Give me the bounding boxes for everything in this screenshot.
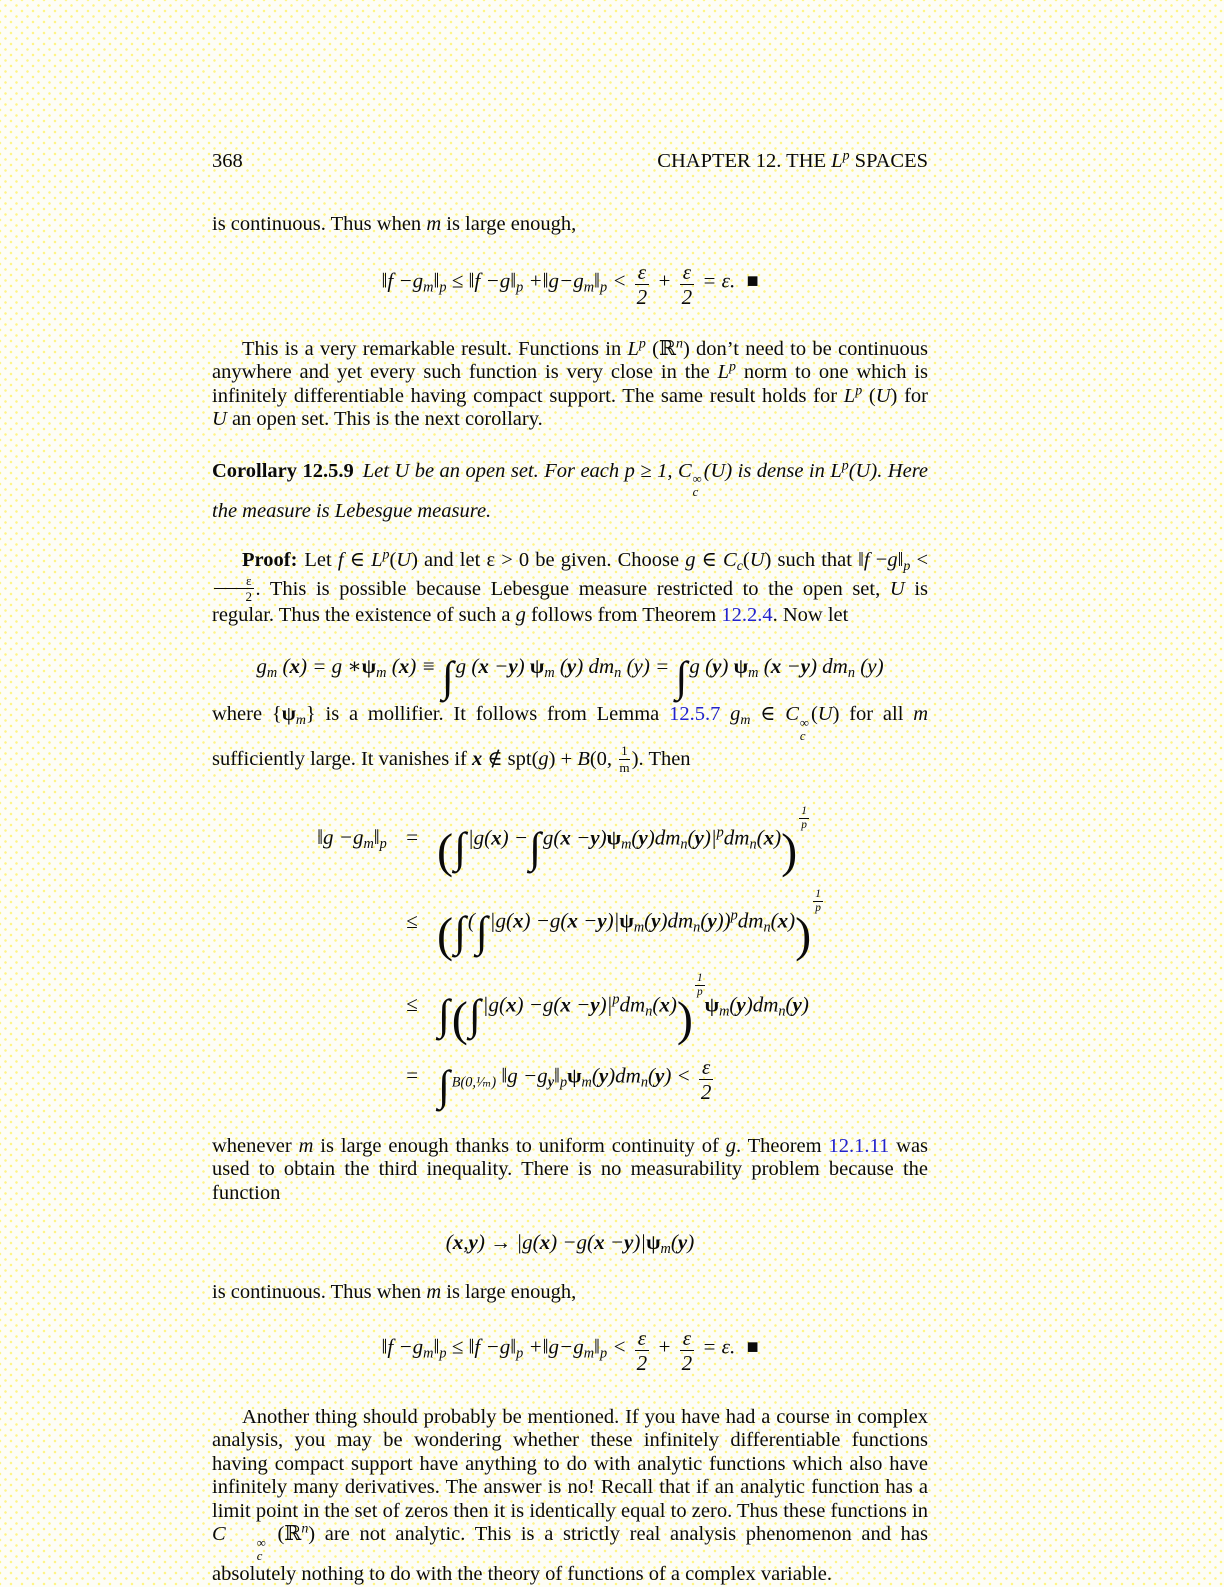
paragraph-whenever: whenever m is large enough thanks to uniform continuity of g. Theorem 12.1.11 was used to obtain the third inequality. There is no measurability problem because the function <box>212 1134 929 1204</box>
eq-chain-rel-3: ≤ <box>406 992 418 1017</box>
display-equation-triangle-1: ‖f $-g_m‖_p$ ≤ ‖f $-g‖_p$ $+‖g-g_m‖_p$ < $\frac{\varepsilon}{2}$ + $\frac{\varepsilon}{2}$ = ε. ■ <box>381 259 759 310</box>
corollary-statement: Let U be an open set. For each p ≥ 1, C ∞ c (U) is dense in $L^p(U)$. Here the measure is Lebesgue measure. <box>212 457 929 522</box>
theorem-ref-link[interactable]: 12.5.7 <box>669 703 721 726</box>
psi-mollifier-symbol: ψ <box>646 1230 661 1255</box>
chapter-title: CHAPTER 12. THE $L^p$ SPACES <box>657 148 928 172</box>
book-page <box>212 150 928 1587</box>
psi-mollifier-symbol: ψ <box>281 703 296 726</box>
fraction: $\frac{\varepsilon}{2}$ <box>681 1325 693 1376</box>
page-number: 368 <box>212 150 243 172</box>
psi-mollifier-symbol: ψ <box>567 1062 582 1087</box>
small-fraction: $\frac{\varepsilon}{2}$ <box>214 573 254 604</box>
fraction: $\frac{\varepsilon}{2}$ <box>636 1325 648 1376</box>
eq-chain-rel-2: ≤ <box>406 908 418 933</box>
corollary-12-5-9 <box>212 457 929 524</box>
display-equation-chain <box>212 804 928 1110</box>
eq-chain-expr-3: $\int(\int|g(x) -g(x -y)|^pdm_n(x))$ $\frac{1}{p}$ $\psi_m(y)dm_n(y)$ <box>437 971 809 1046</box>
exponent-fraction: $\frac{1}{p}$ <box>815 888 821 915</box>
proof-text: Let f ∈ $L^p(U)$ and let ε > 0 be given. Choose g ∈ $C_c(U)$ such that ‖f $-g‖_p$ < $\frac{\varepsilon}{2}$ . This is possible because Lebesgue measure restricted to the open set, U is regular. Thus the existence of such a g follows from Theorem 12.2.4. Now let <box>212 547 929 626</box>
display-equation-convolution: $g_m$ (x) = g $∗\psi_m$ (x) ≡ ∫g (x −y) $\psi_m$ (y) $dm_n$ (y) = ∫g (y) $\psi_m$ (x −y) $dm_n$ (y) <box>256 654 884 702</box>
line-is-continuous-1: is continuous. Thus when m is large enough, <box>212 213 577 235</box>
line-is-continuous-2: is continuous. Thus when m is large enough, <box>212 1281 577 1304</box>
psi-mollifier-symbol: ψ <box>619 908 634 933</box>
eq-chain-lhs: ‖g $-g_m‖_p$ <box>317 825 387 853</box>
paragraph-mollifier: where $\{\psi_m\}$ is a mollifier. It follows from Lemma 12.5.7 $g_m$ ∈ C ∞ c (U) for all m sufficiently large. It vanishes if x ∉ spt(g) + B(0, $\frac{1}{m}$ ). Then <box>212 703 928 775</box>
psi-mollifier-symbol: ψ <box>529 654 545 679</box>
psi-mollifier-symbol: ψ <box>606 825 622 850</box>
paragraph-another-thing: Another thing should probably be mentioned. If you have had a course in complex analysis, you may be wondering whether these infinitely differentiable functions having compact support have anything to do with analytic functions which also have infinitely many derivatives. The answer is no! Recall that if an analytic function has a limit point in the set of zeros then it is identically equal to zero. Thus these functions in C ∞ c (ℝ$^n$) are not analytic. This is a strictly real analysis phenomenon and has absolutely nothing to do with the theory of functions of a complex variable. <box>212 1405 928 1586</box>
qed-box-icon: ■ <box>746 1336 759 1359</box>
eq-chain-rel-1: = <box>404 825 419 850</box>
paragraph-remarkable-result: This is a very remarkable result. Functions in $L^p$ (ℝ$^n$) don’t need to be continuous anywhere and yet every such function is very close in the $L^p$ norm to one which is infinitely differentiable having compact support. The same result holds for $L^p$ (U) for U an open set. This is the next corollary. <box>212 335 929 431</box>
fraction: $\frac{\varepsilon}{2}$ <box>681 259 693 310</box>
theorem-ref-link[interactable]: 12.2.4 <box>721 603 773 626</box>
exponent-fraction: $\frac{1}{p}$ <box>696 971 703 998</box>
qed-box-icon: ■ <box>746 269 759 292</box>
display-equation-function: $(x,y) \to |g(x) -g(x -y)|\psi_m(y)$ <box>445 1230 695 1258</box>
sub-sup-stack: ∞ c <box>692 471 702 500</box>
proof-heading: Proof: <box>242 549 298 572</box>
paragraph-proof <box>212 549 928 627</box>
psi-mollifier-symbol: ψ <box>733 654 749 679</box>
sub-sup-stack: ∞ c <box>799 715 809 744</box>
fraction: $\frac{\varepsilon}{2}$ <box>700 1054 712 1105</box>
sub-sup-stack: ∞ c <box>256 1535 266 1564</box>
theorem-ref-link[interactable]: 12.1.11 <box>828 1134 890 1157</box>
fraction: $\frac{\varepsilon}{2}$ <box>636 259 648 310</box>
psi-mollifier-symbol: ψ <box>704 992 720 1017</box>
small-fraction: $\frac{1}{m}$ <box>619 743 630 775</box>
exponent-fraction: $\frac{1}{p}$ <box>801 804 807 831</box>
eq-chain-expr-1: $(\int|g(x) -\int g(x -y)\psi_m(y)dm_n(y)|^pdm_n(x))$ $\frac{1}{p}$ <box>436 804 807 879</box>
eq-chain-expr-4: ∫ $_{B(0,^1∕_m)}$ ‖g $-g_y‖_p\psi_m(y)dm_n(y)$ < $\frac{\varepsilon}{2}$ <box>437 1054 712 1110</box>
display-equation-triangle-2: ‖f $-g_m‖_p$ ≤ ‖f $-g‖_p$ $+‖g-g_m‖_p$ < $\frac{\varepsilon}{2}$ + $\frac{\varepsilon}{2}$ = ε. ■ <box>381 1325 759 1376</box>
eq-chain-rel-4: = <box>404 1062 419 1087</box>
page-header <box>212 150 928 173</box>
psi-mollifier-symbol: ψ <box>361 654 377 679</box>
corollary-heading: Corollary 12.5.9 <box>212 459 354 482</box>
eq-chain-expr-2: $(\int(\int|g(x) -g(x -y)|\psi_m(y)dm_n(y))^pdm_n(x))$ $\frac{1}{p}$ <box>436 888 821 962</box>
